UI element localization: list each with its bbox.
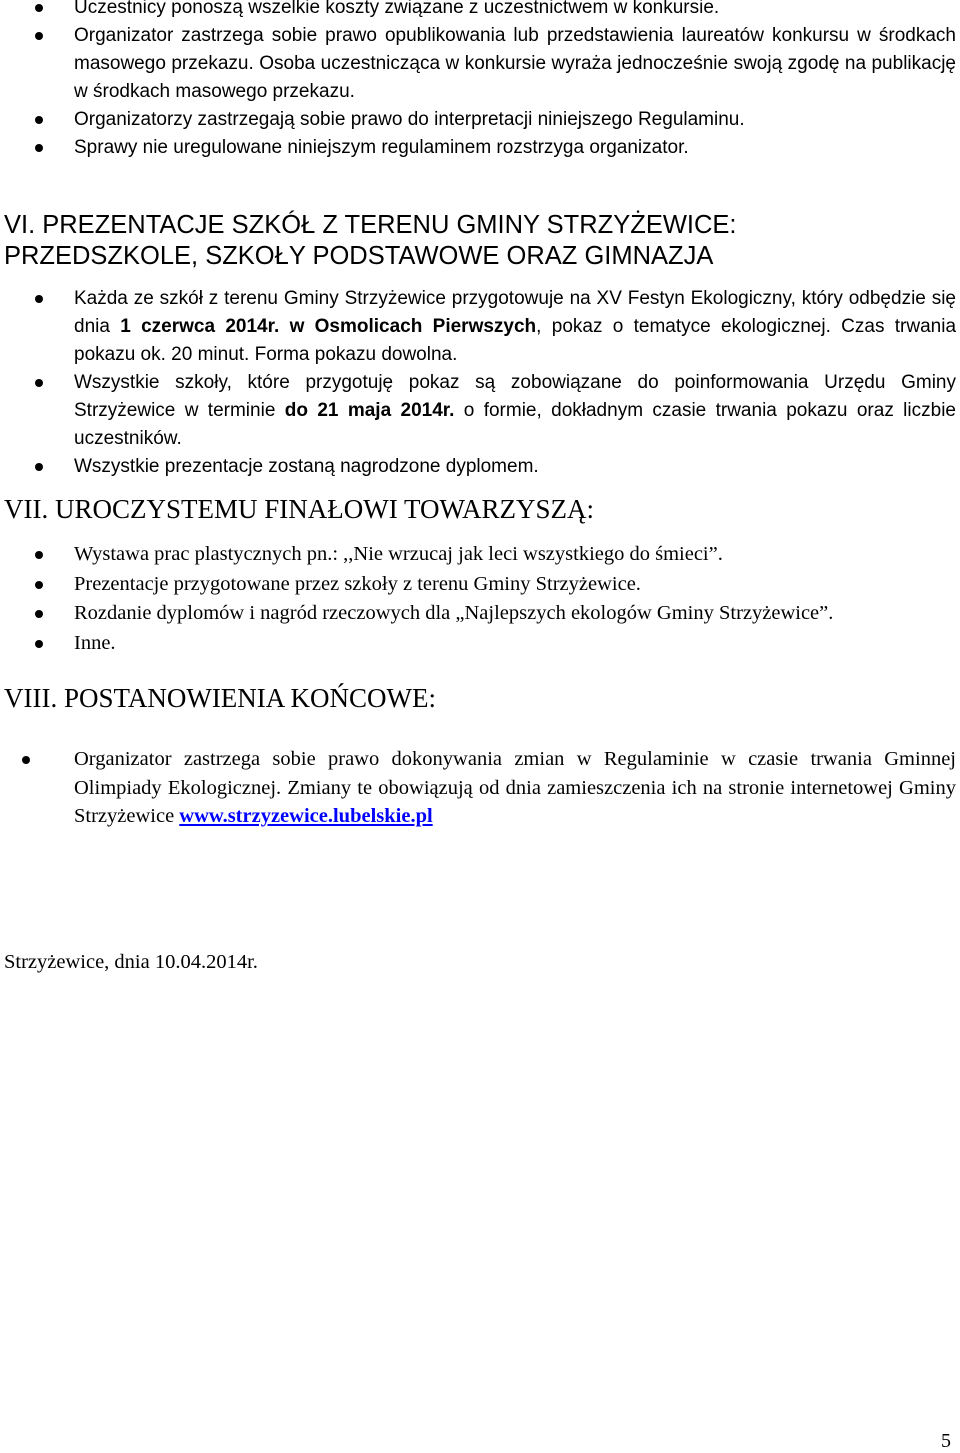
bullet-icon	[35, 32, 43, 40]
list-item: Wszystkie szkoły, które przygotuję pokaz są zobowiązane do poinformowania Urzędu Gminy Strzyżewice w terminie do 21 maja 2014r. o formie, dokładnym czasie trwania pokazu oraz liczbie uczestników.	[0, 369, 960, 453]
bullet-icon	[35, 640, 43, 648]
bullet-icon	[35, 4, 43, 12]
bullet-icon	[35, 379, 43, 387]
list-item: Prezentacje przygotowane przez szkoły z terenu Gminy Strzyżewice.	[0, 570, 960, 600]
list-item: Organizatorzy zastrzegają sobie prawo do interpretacji niniejszego Regulaminu.	[0, 106, 960, 134]
bullet-icon	[35, 116, 43, 124]
section-vi-list	[0, 285, 960, 481]
bullet-icon	[35, 581, 43, 589]
list-item: Każda ze szkół z terenu Gminy Strzyżewice przygotowuje na XV Festyn Ekologiczny, który odbędzie się dnia 1 czerwca 2014r. w Osmolicach Pierwszych, pokaz o tematyce ekologicznej. Czas trwania pokazu ok. 20 minut. Forma pokazu dowolna.	[0, 285, 960, 369]
list-item: Organizator zastrzega sobie prawo dokonywania zmian w Regulaminie w czasie trwania Gminnej Olimpiady Ekologicznej. Zmiany te obowiązują od dnia zamieszczenia ich na stronie internetowej Gminy Strzyżewice www.strzyzewice.lubelskie.pl	[0, 745, 960, 831]
bullet-icon	[35, 144, 43, 152]
list-item: Wszystkie prezentacje zostaną nagrodzone dyplomem.	[0, 453, 960, 481]
section-viii-list	[0, 745, 960, 831]
list-item: Uczestnicy ponoszą wszelkie koszty związane z uczestnictwem w konkursie.	[0, 0, 960, 22]
list-item: Wystawa prac plastycznych pn.: ,,Nie wrzucaj jak leci wszystkiego do śmieci”.	[0, 540, 960, 570]
bullet-icon	[35, 551, 43, 559]
section-vi-heading: VI. PREZENTACJE SZKÓŁ Z TERENU GMINY STRZYŻEWICE: PRZEDSZKOLE, SZKOŁY PODSTAWOWE ORAZ GIMNAZJA	[4, 211, 737, 270]
list-item: Inne.	[0, 629, 960, 659]
bullet-icon	[35, 610, 43, 618]
section-viii-heading: VIII. POSTANOWIENIA KOŃCOWE:	[4, 683, 437, 713]
bullet-icon	[35, 295, 43, 303]
bullet-icon	[22, 756, 30, 764]
rules-list	[0, 0, 960, 162]
list-item: Organizator zastrzega sobie prawo opublikowania lub przedstawienia laureatów konkursu w środkach masowego przekazu. Osoba uczestnicząca w konkursie wyraża jednocześnie swoją zgodę na publikację w środkach masowego przekazu.	[0, 22, 960, 106]
list-item: Sprawy nie uregulowane niniejszym regulaminem rozstrzyga organizator.	[0, 134, 960, 162]
date-line: Strzyżewice, dnia 10.04.2014r.	[4, 951, 258, 973]
section-vii-list	[0, 540, 960, 658]
list-item: Rozdanie dyplomów i nagród rzeczowych dla „Najlepszych ekologów Gminy Strzyżewice”.	[0, 599, 960, 629]
section-vii-heading: VII. UROCZYSTEMU FINAŁOWI TOWARZYSZĄ:	[4, 494, 594, 524]
page-number: 5	[941, 1430, 951, 1452]
website-link[interactable]: www.strzyzewice.lubelskie.pl	[179, 805, 433, 827]
bullet-icon	[35, 463, 43, 471]
